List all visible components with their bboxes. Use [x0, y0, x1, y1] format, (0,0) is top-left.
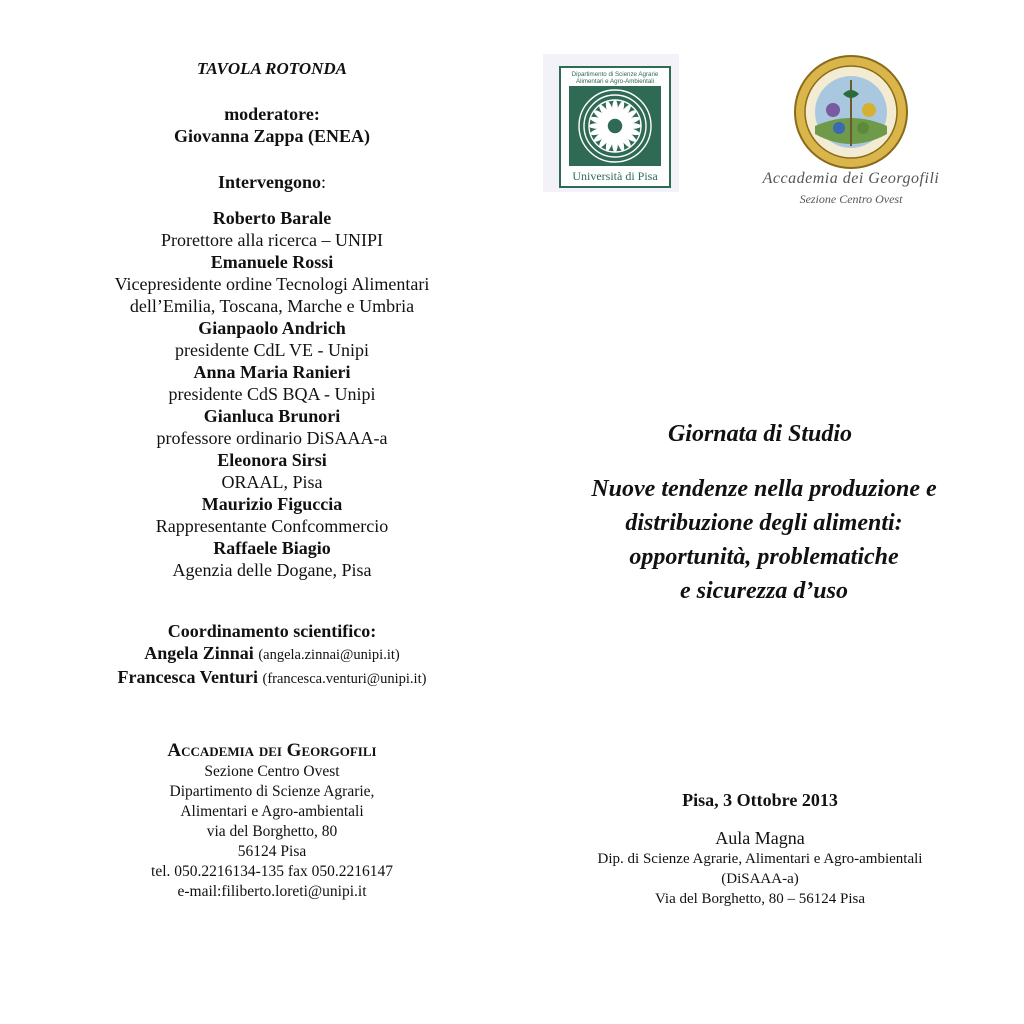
- speaker-name: Eleonora Sirsi: [217, 450, 327, 470]
- georgofili-name: Accademia dei Georgofili: [762, 170, 940, 187]
- speaker-item: [62, 537, 482, 581]
- unipi-logo-header: Dipartimento di Scienze Agrarie Alimentari e Agro-Ambientali: [571, 71, 659, 85]
- speaker-name: Emanuele Rossi: [210, 252, 334, 272]
- event-title-line: Nuove tendenze nella produzione e: [591, 476, 937, 502]
- speaker-role: ORAAL, Pisa: [221, 472, 323, 492]
- speaker-role: professore ordinario DiSAAA-a: [156, 428, 388, 448]
- speaker-item: [62, 361, 482, 405]
- coordinator-email: (angela.zinnai@unipi.it): [258, 647, 400, 663]
- coordinator-item: [62, 666, 482, 690]
- speakers-label: Intervengono: [217, 172, 321, 192]
- event-title-line: e sicurezza d’uso: [679, 578, 848, 604]
- venue-address-line: Dip. di Scienze Agrarie, Alimentari e Agro-ambientali: [597, 851, 923, 867]
- speaker-name: Gianpaolo Andrich: [198, 318, 346, 338]
- event-title-line: opportunità, problematiche: [629, 544, 899, 570]
- unipi-logo-frame: [559, 66, 671, 188]
- venue-address-line: (DiSAAA-a): [721, 871, 799, 887]
- coordinator-email: (francesca.venturi@unipi.it): [262, 671, 427, 687]
- event-title: [528, 472, 1000, 608]
- speaker-item: [62, 449, 482, 493]
- round-table-title: TAVOLA ROTONDA: [196, 59, 348, 78]
- event-venue: Aula Magna: [715, 828, 805, 848]
- speaker-item: [62, 317, 482, 361]
- speaker-item: [62, 207, 482, 251]
- event-heading: Giornata di Studio: [667, 421, 853, 447]
- coordinator-item: [62, 642, 482, 666]
- speaker-role: presidente CdS BQA - Unipi: [168, 384, 376, 404]
- moderator-name: Giovanna Zappa (ENEA): [173, 126, 371, 146]
- speaker-name: Anna Maria Ranieri: [193, 362, 351, 382]
- speakers-list: [62, 207, 482, 581]
- speaker-name: Maurizio Figuccia: [201, 494, 343, 514]
- speaker-role: Rappresentante Confcommercio: [155, 516, 389, 536]
- event-title-line: distribuzione degli alimenti:: [625, 510, 903, 536]
- moderator-label: moderatore:: [224, 104, 320, 124]
- sunflower-icon: [569, 86, 661, 166]
- unipi-department-logo: [543, 54, 679, 192]
- academy-address-line: tel. 050.2216134-135 fax 050.2216147: [151, 863, 393, 880]
- coordination-label: Coordinamento scientifico:: [167, 621, 377, 641]
- academy-name: Accademia dei Georgofili: [167, 740, 377, 761]
- speaker-name: Gianluca Brunori: [203, 406, 341, 426]
- academy-address-line: via del Borghetto, 80: [206, 823, 338, 840]
- speaker-role: presidente CdL VE - Unipi: [175, 340, 369, 360]
- event-date: Pisa, 3 Ottobre 2013: [682, 790, 838, 810]
- speaker-item: [62, 493, 482, 537]
- venue-address-line: Via del Borghetto, 80 – 56124 Pisa: [654, 891, 866, 907]
- speaker-role: Agenzia delle Dogane, Pisa: [172, 560, 372, 580]
- left-column: [62, 58, 482, 902]
- speaker-role: Prorettore alla ricerca – UNIPI: [161, 230, 383, 250]
- georgofili-logo: [742, 50, 960, 218]
- academy-address-line: Alimentari e Agro-ambientali: [180, 803, 364, 820]
- academy-address-line: Dipartimento di Scienze Agrarie,: [169, 783, 375, 800]
- academy-address-line: 56124 Pisa: [237, 843, 307, 860]
- coordinator-name: Francesca Venturi: [117, 667, 259, 687]
- speakers-heading: [62, 171, 482, 193]
- speakers-colon: :: [320, 172, 326, 192]
- academy-address-line: Sezione Centro Ovest: [204, 763, 340, 780]
- unipi-logo-footer: Università di Pisa: [572, 169, 658, 183]
- coordination-list: [62, 642, 482, 690]
- speaker-role: dell’Emilia, Toscana, Marche e Umbria: [129, 296, 415, 316]
- coordinator-name: Angela Zinnai: [144, 643, 254, 663]
- speaker-item: [62, 251, 482, 317]
- speaker-role: Vicepresidente ordine Tecnologi Alimentari: [114, 274, 430, 294]
- speaker-item: [62, 405, 482, 449]
- georgofili-section: Sezione Centro Ovest: [799, 192, 903, 206]
- venue-address: [520, 849, 1000, 909]
- academy-address: [62, 762, 482, 902]
- speaker-name: Roberto Barale: [212, 208, 332, 228]
- georgofili-seal-icon: [793, 54, 909, 170]
- speaker-name: Raffaele Biagio: [213, 538, 331, 558]
- academy-address-line: e-mail:filiberto.loreti@unipi.it: [177, 883, 367, 900]
